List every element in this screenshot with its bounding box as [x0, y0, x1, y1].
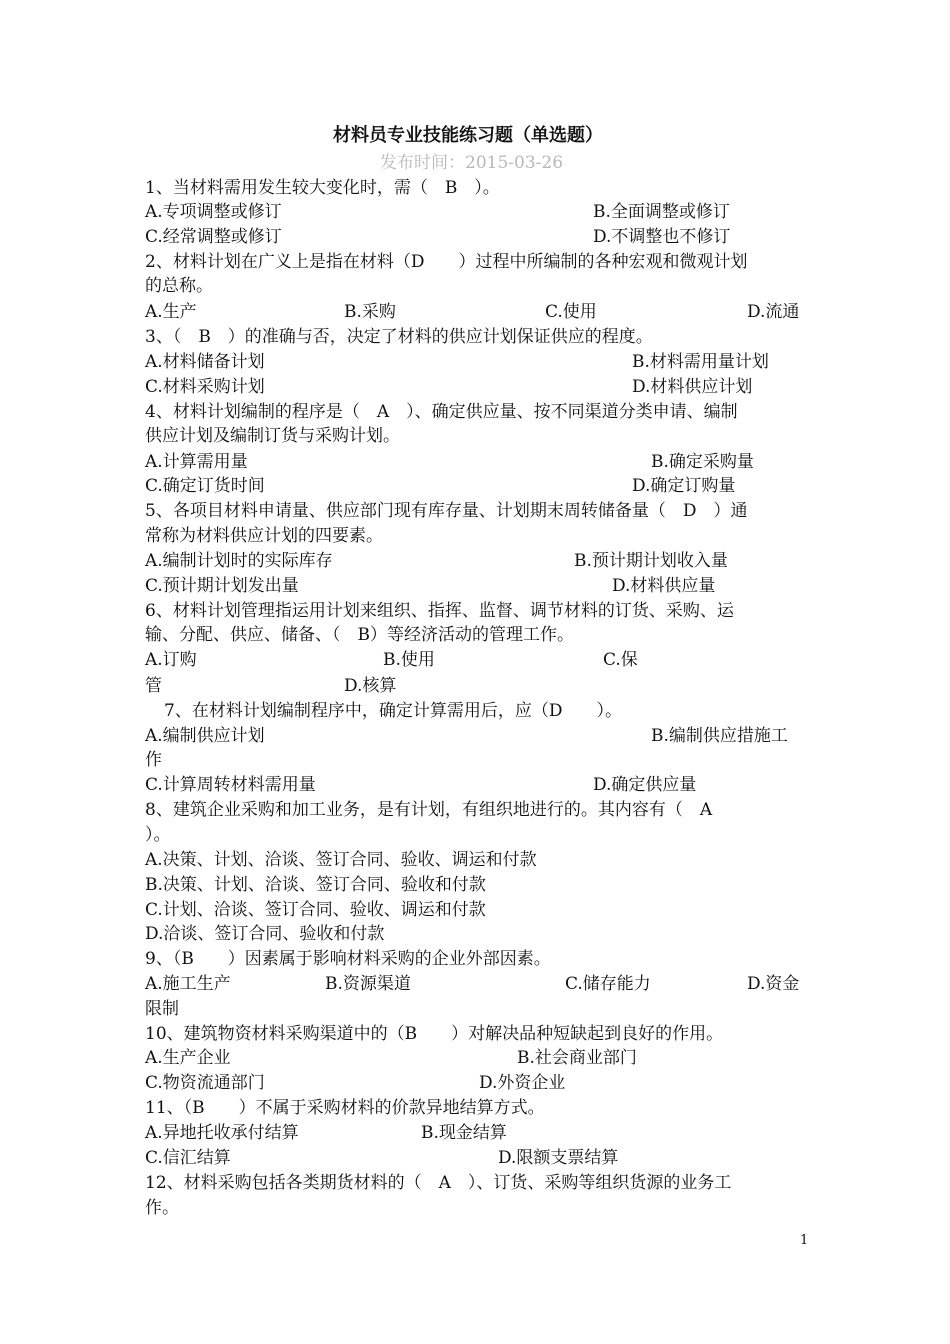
option-text: A.生产	[145, 302, 197, 322]
question-text: 的总称。	[145, 276, 213, 296]
option-text: C.使用	[545, 302, 597, 322]
question-text: 10、建筑物资材料采购渠道中的（B ）对解决品种短缺起到良好的作用。	[145, 1024, 724, 1044]
option-text: A.施工生产	[145, 974, 231, 994]
question-text: 7、在材料计划编制程序中，确定计算需用后，应（D ）。	[164, 701, 622, 721]
option-text: D.限额支票结算	[498, 1148, 619, 1168]
option-text: C.信汇结算	[145, 1148, 231, 1168]
option-text: B.使用	[383, 650, 435, 670]
option-text: B.预计期计划收入量	[574, 551, 728, 571]
option-text: D.资金	[747, 974, 800, 994]
option-text: C.物资流通部门	[145, 1073, 265, 1093]
question-text: 12、材料采购包括各类期货材料的（ A ）、订货、采购等组织货源的业务工	[145, 1173, 732, 1193]
option-text: D.核算	[344, 676, 397, 696]
option-text: D.流通	[747, 302, 800, 322]
question-text: 8、建筑企业采购和加工业务，是有计划，有组织地进行的。其内容有（ A	[145, 800, 713, 820]
option-text: A.编制计划时的实际库存	[145, 551, 333, 571]
option-text: A.生产企业	[145, 1048, 231, 1068]
option-text: B.社会商业部门	[517, 1048, 637, 1068]
page-number: 1	[800, 1233, 809, 1248]
publish-date: 发布时间：2015-03-26	[380, 153, 564, 173]
question-text: 11、（B ）不属于采购材料的价款异地结算方式。	[145, 1098, 545, 1118]
option-text: B.编制供应措施工	[651, 726, 788, 746]
option-text: B.采购	[344, 302, 396, 322]
option-text: C.储存能力	[565, 974, 651, 994]
page-title: 材料员专业技能练习题（单选题）	[333, 125, 603, 146]
option-text: A.决策、计划、洽谈、签订合同、验收、调运和付款	[145, 850, 537, 870]
option-text: C.保	[603, 650, 638, 670]
question-text: 9、（B ）因素属于影响材料采购的企业外部因素。	[145, 949, 551, 969]
option-text: D.材料供应量	[612, 576, 716, 596]
option-text: B.确定采购量	[651, 452, 754, 472]
option-text: B.全面调整或修订	[593, 202, 730, 222]
option-text: C.材料采购计划	[145, 377, 265, 397]
option-text: D.洽谈、签订合同、验收和付款	[145, 924, 385, 944]
option-text: C.计算周转材料需用量	[145, 775, 316, 795]
option-text: D.确定供应量	[593, 775, 697, 795]
option-text: D.确定订购量	[632, 476, 736, 496]
question-text: 作。	[145, 1198, 179, 1218]
question-text: 输、分配、供应、储备、（ B）等经济活动的管理工作。	[145, 625, 574, 645]
option-text: B.决策、计划、洽谈、签订合同、验收和付款	[145, 875, 486, 895]
option-text: A.订购	[145, 650, 197, 670]
question-text: 2、材料计划在广义上是指在材料（D ）过程中所编制的各种宏观和微观计划	[145, 252, 748, 272]
option-text: A.编制供应计划	[145, 726, 265, 746]
option-text: 限制	[145, 999, 179, 1019]
option-text: D.材料供应计划	[632, 377, 753, 397]
option-text: D.不调整也不修订	[593, 227, 731, 247]
option-text: C.确定订货时间	[145, 476, 265, 496]
question-text: ）。	[145, 825, 171, 845]
option-text: C.预计期计划发出量	[145, 576, 299, 596]
option-text: A.专项调整或修订	[145, 202, 282, 222]
question-text: 6、材料计划管理指运用计划来组织、指挥、监督、调节材料的订货、采购、运	[145, 601, 734, 621]
option-text: C.经常调整或修订	[145, 227, 282, 247]
question-text: 1、当材料需用发生较大变化时，需（ B ）。	[145, 178, 500, 198]
question-text: 供应计划及编制订货与采购计划。	[145, 426, 400, 446]
option-text: B.资源渠道	[325, 974, 411, 994]
option-text: 管	[145, 676, 162, 696]
question-text: 3、（ B ）的准确与否，决定了材料的供应计划保证供应的程度。	[145, 327, 653, 347]
question-text: 常称为材料供应计划的四要素。	[145, 526, 383, 546]
question-text: 5、各项目材料申请量、供应部门现有库存量、计划期末周转储备量（ D ）通	[145, 501, 748, 521]
option-text: B.现金结算	[421, 1123, 507, 1143]
option-text: D.外资企业	[479, 1073, 566, 1093]
option-text: A.材料储备计划	[145, 352, 265, 372]
question-text: 4、材料计划编制的程序是（ A ）、确定供应量、按不同渠道分类申请、编制	[145, 402, 738, 422]
option-text: A.异地托收承付结算	[145, 1123, 299, 1143]
option-text: A.计算需用量	[145, 452, 248, 472]
option-text: C.计划、洽谈、签订合同、验收、调运和付款	[145, 900, 486, 920]
option-text: 作	[145, 750, 162, 770]
option-text: B.材料需用量计划	[632, 352, 769, 372]
